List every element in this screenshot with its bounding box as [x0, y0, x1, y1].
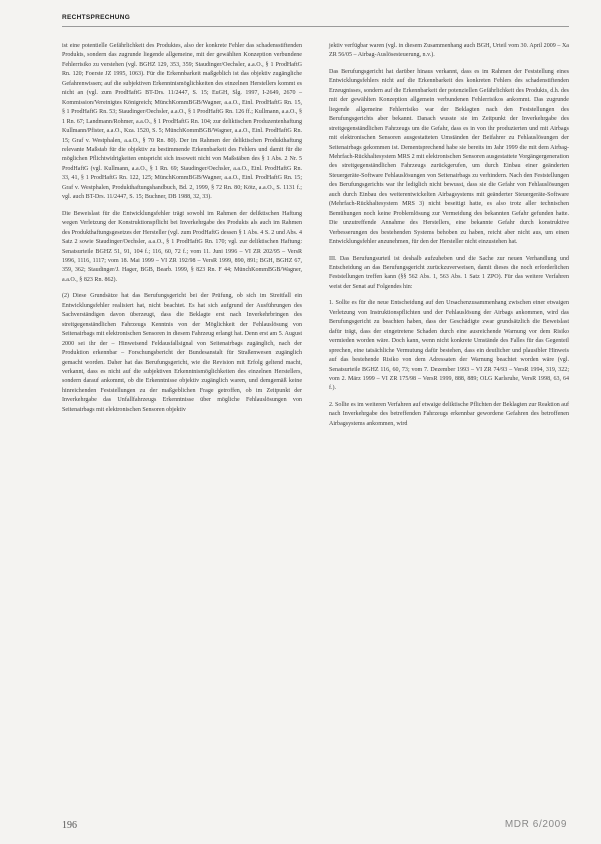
paragraph: 2. Sollte es im weiteren Verfahren auf etwaige deliktische Pflichten der Beklagten zur Reaktion auf nach Inverkehrgabe des betreffenden Fahrzeugs erkennbar gewordene Gefahren des betroffenen Airbagsystems ankommen, wird	[329, 401, 569, 427]
header-rule	[62, 26, 569, 27]
page-number: 196	[62, 820, 77, 831]
paragraph: III. Das Berufungsurteil ist deshalb aufzuheben und die Sache zur neuen Verhandlung und Entscheidung an das Berufungsgericht zurückzuverweisen, damit dieses die noch erforderlichen Feststellungen treffen kann (§§ 562 Abs. 1, 563 Abs. 1 Satz 1 ZPO). Für das weitere Verfahren weist der Senat auf Folgendes hin:	[329, 255, 569, 290]
paragraph: 1. Sollte es für die neue Entscheidung auf den Ursachenzusammenhang zwischen einer etwaigen Verletzung von Instruktionspflichten und der Fehlauslösung der Airbags ankommen, wird das Berufungsgericht zu beachten haben, dass der Geschädigte zwar grundsätzlich die Beweislast dafür trägt, dass der eingetretene Schaden durch eine ausreichende Warnung vor dem Risiko vermieden worden wäre. Doch kann, wenn nicht konkrete Umstände des Falles für das Gegenteil sprechen, eine tatsächliche Vermutung dafür bestehen, dass ein deutlicher und plausibler Hinweis auf das bestehende Risiko von dem Adressaten der Warnung beachtet worden wäre (vgl. Senatsurteile BGHZ 116, 60, 73; vom 7. Dezember 1993 – VI ZR 74/93 – VersR 1994, 319, 322; vom 2. März 1999 – VI ZR 175/98 – VersR 1999, 888, 889; OLG Karlsruhe, VersR 1998, 63, 64 f.).	[329, 300, 569, 392]
paragraph: (2) Diese Grundsätze hat das Berufungsgericht bei der Prüfung, ob sich im Streitfall ein Entwicklungsfehler realisiert hat, nicht beachtet. Es hat sich aufgrund der Ausführungen des Sachverständigen davon überzeugt, dass die Beklagte erst nach Inverkehrbringen des streitgegenständlichen Fahrzeugs Kenntnis von der Möglichkeit der Fehlauslösung von Seitenairbags mit elektronischen Sensoren in diesem Fahrzeug erlangt hat. Denn erst am 5. August 2000 sei ihr der – Hinweisend Feldausfallsignal von Seitenairbags zugänglich, nach der Produktion erkennbar – Forschungsbericht der Bundesanstalt für Straßenwesen zugänglich gemacht worden. Daher hat das Berufungsgericht, wie die Revision mit Erfolg geltend macht, verkannt, dass es nicht auf die subjektiven Erkenntnismöglichkeiten des einzelnen Herstellers, sondern darauf ankommt, ob die Erkenntnisse objektiv zugänglich waren, und demgemäß keine hinreichenden Feststellungen zu der maßgeblichen Frage getroffen, ob im Zeitpunkt der Inverkehrgabe das Unfallfahrzeugs Erkenntnisse über mögliche Fehlauslösungen von Seitenairbags mit elektronischen Sensoren objektiv	[62, 293, 302, 413]
right-column	[329, 42, 569, 436]
paragraph: Die Beweislast für die Entwicklungsfehler trägt sowohl im Rahmen der deliktischen Haftung wegen Verletzung der Konstruktionspflicht bei Inverkehrgabe des Produkts als auch im Rahmen des Produkthaftungsgesetzes der Hersteller (vgl. zum ProdHaftG dessen § 1 Abs. 4 S. 2 und Abs. 4 Satz 2 sowie Staudinger/Oechsler, a.a.O., § 1 ProdHaftG Rn. 170; vgl. zur deliktischen Haftung: Senatsurteile BGHZ 51, 91, 104 f.; 116, 60, 72 f.; vom 11. Juni 1996 – VI ZR 202/95 – VersR 1996, 1116, 1117; vom 18. Mai 1999 – VI ZR 192/98 – VersR 1999, 890, 891; BGH, BGHZ 67, 359, 362; Staudinger/J. Hager, BGB, Bearb. 1999, § 823 Rn. F 44; MünchKommBGB/Wagner, a.a.O., § 823 Rn. 862).	[62, 210, 302, 283]
paragraph: jektiv verfügbar waren (vgl. in diesem Zusammenhang auch BGH, Urteil vom 30. April 2009 – Xa ZR 56/05 – Airbag-Auslösesteuerung, n.v.).	[329, 43, 569, 59]
section-header: RECHTSPRECHUNG	[62, 14, 131, 21]
journal-issue: MDR 6/2009	[504, 819, 567, 830]
paragraph: Das Berufungsgericht hat darüber hinaus verkannt, dass es im Rahmen der Feststellung eines Entwicklungsfehlers nicht auf die Erkennbarkeit des konkreten Fehlers des schadenstiftenden Erzeugnisses, sondern auf die Erkennbarkeit der potenziellen Gefährlichkeit des Produkts, d.h. des mit der gewählten Konzeption allgemein verbundenen Fehlerrisikos ankommt. Das zugrunde liegende allgemeine Fehlerrisiko war der Beklagten nach den Feststellungen des Berufungsgerichts aber bekannt. Danach wusste sie im Zeitpunkt der Inverkehrgabe des streitgegenständlichen Fahrzeugs um die Gefahr, dass es in von ihr produzierten und mit Airbags mit elektronischen Sensoren ausgestatteten Umständen der Beifahrer zu Fehlauslösungen der Seitenairbags gekommen ist. Dementsprechend habe sie bereits im Jahr 1999 die mit dem Airbag-Mehrfach-Rückhaltesystem MRS 2 mit elektronischen Sensoren ausgestattete Vorgängergeneration des streitgegenständlichen Fahrzeugs zurückgerufen, um durch Einbau einer geänderten Steuergeräte-Software Fehlauslösungen von Seitenairbags zu verhindern. Nach den Feststellungen des Berufungsgerichts war ihr lediglich nicht bewusst, dass sie die Gefahr von Fehlauslösungen auch durch Einbau des weiterentwickelten Airbagsystems mit geänderter Steuergeräte-Software (Mehrfach-Rückhaltesystem MRS 3) nicht beseitigt hatte, es also trotz aller technischen Bemühungen noch keine Problemlösung zur Vermeidung des bekannten Gefahr gefunden hatte. Die unzutreffende Annahme des Herstellers, eine bekannte Gefahr durch konstruktive Verbesserungen des bestehenden Systems behoben zu haben, reicht aber nicht aus, um einen Entwicklungsfehler anzunehmen, für den der Hersteller nicht einzustehen hat.	[329, 68, 569, 246]
paragraph: ist eine potentielle Gefährlichkeit des Produktes, also der konkrete Fehler das schadensstiftenden Produkts, sondern das zugrunde liegende allgemeine, mit der gewählten Konzeption verbundene Fehlerrisiko zu verstehen (vgl. BGHZ 129, 353, 359; Staudinger/Oechsler, a.a.O., § 1 ProdHaftG Rn. 120; Foerste JZ 1995, 1063). Für die Erkennbarkeit maßgeblich ist das objektiv zugängliche Gefahrenwissen; auf die subjektiven Erkenntnismöglichkeiten des einzelnen Herstellers kommt es nicht an (vgl. zum ProdHaftG BT-Drs. 11/2447, S. 15; EuGH, Slg. 1997, I-2649, 2670 – Kommission/Vereinigtes Königreich; MünchKommBGB/Wagner, a.a.O., Einl. ProdHaftG Rn. 15, § 1 ProdHaftG Rn. 53; Staudinger/Oechsler, a.a.O., § 1 ProdHaftG Rn. 126 ff.; Kullmann, a.a.O., § 1 Rn. 67; Landmann/Rohmer, a.a.O., § 1 ProdHaftG Rn. 104; zur deliktischen Produzentenhaftung Kullmann/Pfister, a.a.O., Kza. 1520, S. 5; MünchKommBGB/Wagner, a.a.O., Einl. ProdHaftG Rn. 15; Graf v. Westphalen, a.a.O., § 70 Rn. 80). Der im Rahmen der deliktischen Produkthaftung relevante Maßstab für die objektiv zu bestimmende Erkennbarkeit des Fehlers und damit für die möglichen Pflichtwidrigkeiten entspricht sich insoweit nicht von Maßstäben des § 1 Abs. 2 Nr. 5 ProdHaftG (vgl. Kullmann, a.a.O., § 1 Rn. 69; Staudinger/Oechsler, a.a.O., Einl. ProdHaftG Rn. 33, 41, § 1 ProdHaftG Rn. 122, 125; MünchKommBGB/Wagner, a.a.O., Einl. ProdHaftG Rn. 15; Graf v. Westphalen, Produkthaftungshandbuch, Bd. 2, 1999, § 72 Rn. 80; Kötz, a.a.O., S. 1131 f.; vgl. auch BT-Drs. 11/2447, S. 15; Buchner, DB 1988, 32, 33).	[62, 43, 302, 201]
left-column	[62, 42, 302, 422]
